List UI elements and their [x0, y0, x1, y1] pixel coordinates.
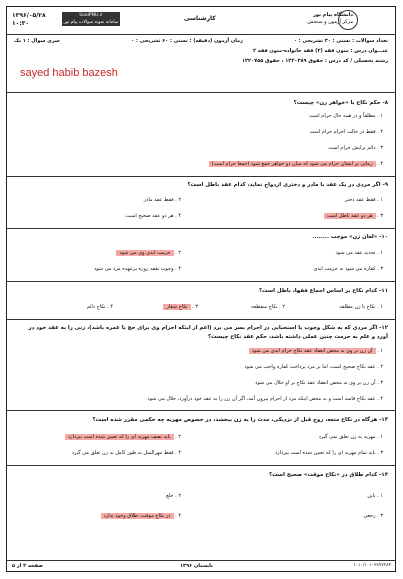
q12-option-2[interactable]: ۲ . عقد نکاح صحیح است، اما بر مرد پرداخت کفاره واجب می شود [244, 364, 383, 370]
q13-option-4[interactable]: ۴ . فقط مهرالمثل به طور کامل به زن تعلق می گیرد [71, 450, 181, 456]
page-number: صفحه ۲ از ۵ [12, 563, 44, 569]
question-counts: تعداد سوالات : تستی : ۳۰ تشریحی : ۰ [293, 38, 388, 44]
q9-option-2[interactable]: ۲ . فقط عقد مادر [143, 197, 181, 203]
course-center: کارشناسی [184, 15, 216, 22]
q10-option-4[interactable]: ۴ . وجوب نفقه روزه برعهده مرد می شود [94, 266, 181, 272]
q11-option-4[interactable]: ۴ . نکاح دائم [86, 304, 113, 310]
q10-option-2[interactable]: ۲ . حرمت ابدی وی می شود [116, 250, 181, 256]
q8-option-2[interactable]: ۲ . فقط در حالت احرام حرام است [309, 129, 383, 135]
q14-option-4[interactable]: ۴ . در نکاح موقت، طلاق وجود ندارد [101, 513, 181, 519]
q8-option-1[interactable]: ۱ . مطلقاً و در همه حال حرام است [309, 113, 383, 119]
question-13-text: ۱۳- هرگاه در نکاح متعه، زوج قبل از نزدیکی، مدت را به زن ببخشد، در خصوص مهریه چه حکمی مقرر شده است؟ [92, 417, 388, 423]
q14-option-3[interactable]: ۳ . رجعی [363, 513, 383, 519]
q13-option-2[interactable]: ۲ . باید نصف مهریه ای را که تعیین شده است بپردازد [65, 434, 181, 440]
q14-option-2[interactable]: ۲ . خلع [166, 493, 181, 499]
q10-divider [6, 281, 396, 282]
q10-option-3[interactable]: ۳ . کفاره می شود نه حرمت ابدی [313, 266, 383, 272]
semester: تابستان ۱۳۹۶ [180, 563, 213, 569]
q12-option-3[interactable]: ۳ . آن زن بر وی به محض انعقاد عقد نکاح بر او حلال می شود [255, 380, 383, 386]
q8-option-3[interactable]: ۳ . دائم برایش حرام است [328, 145, 383, 151]
question-8-text: ۸- حکم نکاح با «خواهر زن» چیست؟ [293, 100, 388, 106]
question-12-text: ۱۲- اگر مردی که به شکل وجوب یا استحبابی در احرام بسر می برد (اعم از اینکه احرام وی برای حج یا عمره باشد)، زنی را به عقد خود در آورد و علم به حرمت چنین عملی داشته باشد، حکم عقد نکاح چیست؟ [28, 325, 388, 340]
q8-option-4[interactable]: ۴ . زمانی بر ایشان حرام می شود که میان دو خواهر جمع شود (جمعا حرام است) [209, 161, 384, 167]
q9-option-3[interactable]: ۳ . هر دو عقد باطل است [324, 213, 383, 219]
question-14-text: ۱۴- کدام طلاق در «نکاح موقت» صحیح است؟ [268, 472, 388, 478]
course-title: عنـــوان درس : متون فقه (۲) فقه خانواده-متون فقه ۲ [252, 48, 388, 54]
question-10-text: ۱۰- «لعان زن» موجب ........ [312, 234, 388, 240]
q8-divider [6, 176, 396, 177]
q12-divider [6, 410, 396, 411]
question-11-text: ۱۱- کدام نکاح بر اساس اجماع فقها، باطل است؟ [259, 288, 388, 294]
exam-series: سری سوال : ۱ یک [14, 38, 60, 44]
watermark-text: sayed habib bazesh [20, 67, 118, 79]
footer-divider [6, 560, 396, 561]
q13-option-3[interactable]: ۳ . باید تمام مهریه ای را که تعیین شده است بپردازد [274, 450, 383, 456]
q11-option-1[interactable]: ۱ . نکاح با زن مطلقه [339, 304, 383, 310]
center-name: مرکز آزمون و سنجش [307, 19, 353, 25]
site-logo [62, 12, 120, 26]
q11-option-3[interactable]: ۳ . نکاح شغار [163, 304, 198, 310]
site-logo-sub: سامانه نمونه سوالات پیام نور [63, 20, 119, 25]
q14-option-1[interactable]: ۱ . باین [367, 493, 383, 499]
q13-divider [6, 465, 396, 466]
exam-time: ۱۰:۳۰ [12, 20, 30, 27]
q9-option-4[interactable]: ۴ . هر دو عقد صحیح است. [124, 213, 181, 219]
q11-divider [6, 319, 396, 320]
info-divider [6, 92, 396, 93]
q13-option-1[interactable]: ۱ . مهریه به زن تعلق نمی گیرد [318, 434, 383, 440]
field-code: رشته تحصیلی / کد درس : حقوق ۱۲۲۰۲۸۹ ، حقوق ۱۲۲۰۷۵۵ [241, 58, 388, 64]
q9-divider [6, 228, 396, 229]
q10-option-1[interactable]: ۱ . تجدید عقد می شود [335, 250, 383, 256]
exam-date: ۱۳۹۶/۰۵/۲۸ [12, 12, 46, 19]
q9-option-1[interactable]: ۱ . فقط عقد دختر [344, 197, 383, 203]
question-9-text: ۹- اگر مردی در یک عقد با مادر و دختری ازدواج نماید، کدام عقد باطل است؟ [187, 182, 388, 188]
exam-duration: زمان آزمون (دقیقه) : تستی : ۶۰ تشریحی : ۰ [131, 38, 243, 44]
q11-option-2[interactable]: ۲ . نکاح منقطعه [251, 304, 285, 310]
header-divider [6, 34, 396, 35]
q12-option-4[interactable]: ۴ . عقد نکاح فاسد است و به محض اینکه مرد از احرام بیرون آمد، اگر آن زن را به عقد خود درآورد، حلال می شود [147, 396, 383, 402]
site-logo-text: SoalPNU.ir [79, 13, 103, 18]
q12-option-1[interactable]: ۱ . آن زن بر وی به محض انعقاد عقد نکاح حرام ابدی می شود [249, 348, 383, 354]
exam-code: ۱۰۱۰/۱۰۱۰۲۸۹۷۳۸۴ [353, 563, 391, 568]
university-name: دانشگاه پیام نور [313, 12, 353, 18]
